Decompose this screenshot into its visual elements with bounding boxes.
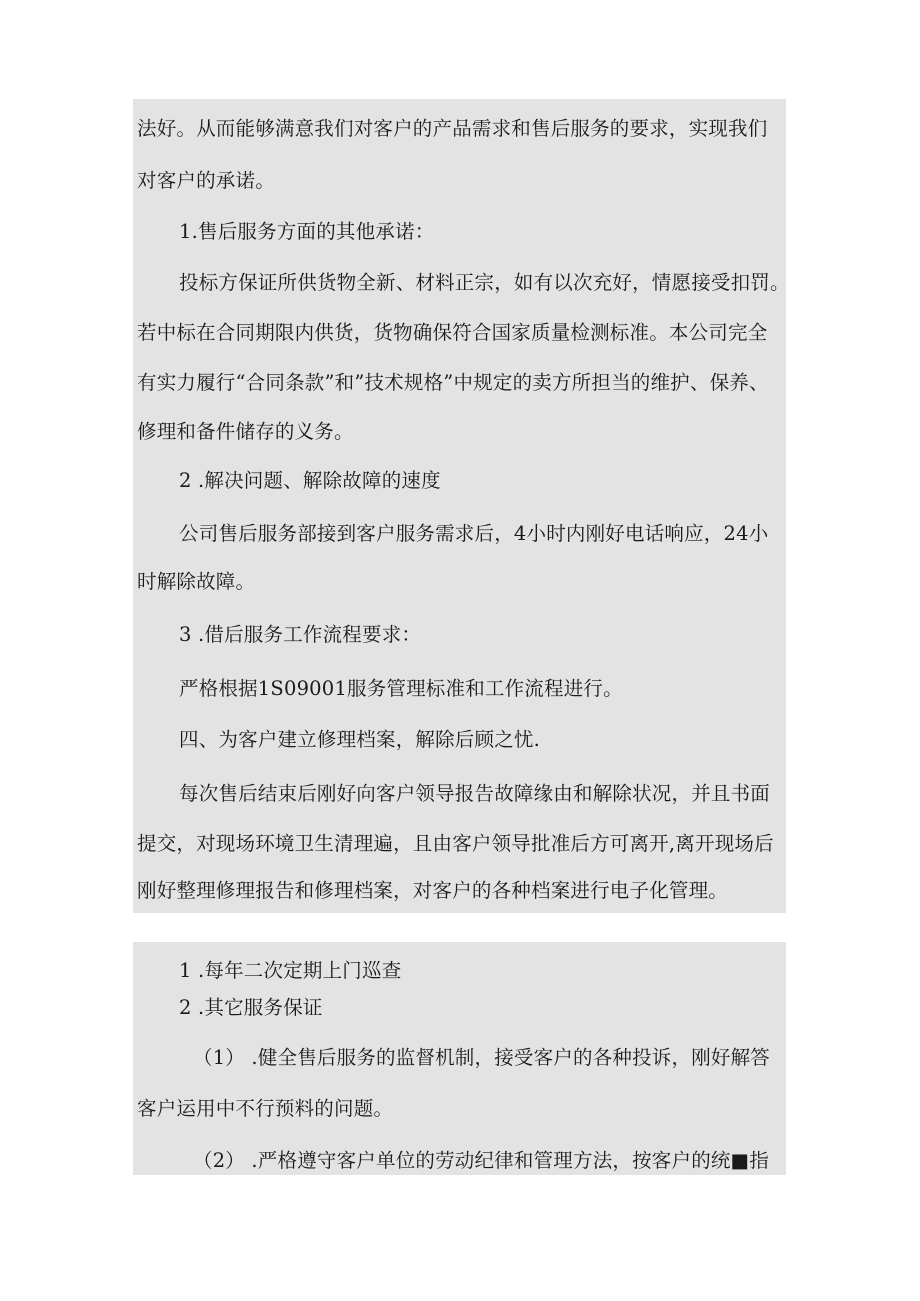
text-line: 时解除故障。 [137,570,256,593]
text-line: 每次售后结束后刚好向客户领导报告故障缘由和解除状况，并且书面 [179,782,771,805]
text-line: 严格根据1S09001服务管理标准和工作流程进行。 [179,677,623,700]
section-heading: 四、为客户建立修理档案，解除后顾之忧. [179,728,540,751]
text-line: 客户运用中不行预料的问题。 [137,1097,394,1120]
text-line: 刚好整理修理报告和修理档案，对客户的各种档案进行电子化管理。 [137,879,729,902]
section-heading: 2 .解决问题、解除故障的速度 [179,469,441,492]
text-line: 提交，对现场环境卫生清理遍，且由客户领导批准后方可离开,离开现场后 [137,832,774,855]
section-heading: 3 .借后服务工作流程要求： [179,623,422,646]
text-line: 公司售后服务部接到客户服务需求后，4小时内刚好电话响应，24小 [179,522,769,545]
text-line: 有实力履行“合同条款”和”技术规格”中规定的卖方所担当的维护、保养、 [137,371,769,394]
text-line: 对客户的承诺。 [137,169,275,192]
text-line: （1） .健全售后服务的监督机制，接受客户的各种投诉，刚好解答 [193,1046,771,1069]
section-heading: 1 .每年二次定期上门巡查 [179,959,402,982]
text-line: （2） .严格遵守客户单位的劳动纪律和管理方法，按客户的统■指 [193,1149,769,1172]
section-heading: 1.售后服务方面的其他承诺： [179,220,435,243]
document-block-2 [133,942,786,1175]
section-heading: 2 .其它服务保证 [179,996,323,1019]
text-line: 法好。从而能够满意我们对客户的产品需求和售后服务的要求，实现我们 [137,117,768,140]
text-line: 投标方保证所供货物全新、材料正宗，如有以次充好，情愿接受扣罚。 [179,271,790,294]
document-block-1 [133,99,790,913]
text-line: 若中标在合同期限内供货，货物确保符合国家质量检测标准。本公司完全 [137,321,768,344]
text-line: 修理和备件储存的义务。 [137,420,354,443]
